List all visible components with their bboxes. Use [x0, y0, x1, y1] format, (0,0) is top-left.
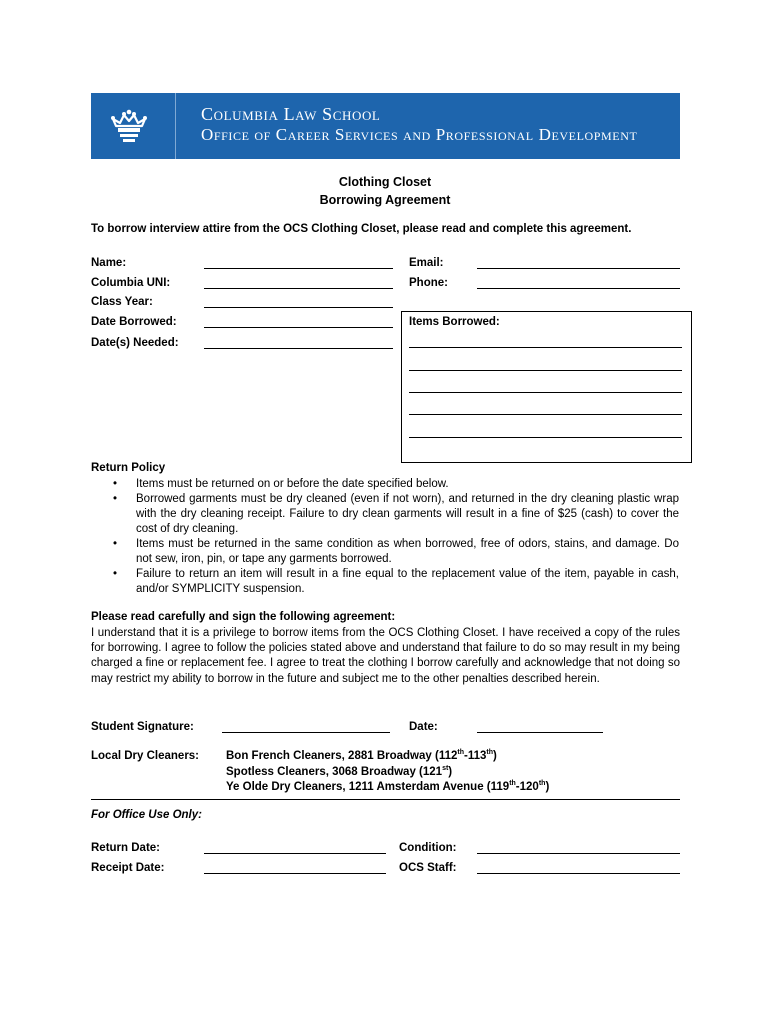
dates-needed-field[interactable]: [204, 348, 393, 349]
items-line-5[interactable]: [409, 437, 682, 438]
phone-field[interactable]: [477, 288, 680, 289]
signature-date-field[interactable]: [477, 732, 603, 733]
agreement-text: I understand that it is a privilege to borrow items from the OCS Clothing Closet. I have received a copy of the rules for borrowing. I agree to follow the policies stated above and understand that failure to do so may result in my being charged a fine or replacement fee. I agree to treat the clothing I borrow carefully and acknowledge that not doing so may restrict my ability to borrow in the future and subject me to the other penalties described herein.: [91, 627, 680, 685]
name-label: Name:: [91, 257, 127, 269]
items-borrowed-label: Items Borrowed:: [409, 316, 500, 328]
name-field[interactable]: [204, 268, 393, 269]
receipt-date-label: Receipt Date:: [91, 862, 165, 874]
return-policy-heading: Return Policy: [91, 462, 166, 474]
policy-item: • Borrowed garments must be dry cleaned (even if not worn), and returned in the dry cleaning plastic wrap with the dry cleaning receipt. Failure to dry clean garments will result in a fine of $25 (cash) to cover the cost of dry cleaning.: [113, 492, 679, 537]
school-name: Columbia Law School: [201, 104, 381, 124]
date-borrowed-label: Date Borrowed:: [91, 316, 177, 328]
policy-item: • Failure to return an item will result in a fine equal to the replacement value of the item, payable in cash, and/or SYMPLICITY suspension.: [113, 567, 679, 597]
condition-label: Condition:: [399, 842, 457, 854]
ocs-staff-field[interactable]: [477, 873, 680, 874]
intro-text: To borrow interview attire from the OCS Clothing Closet, please read and complete this agreement.: [91, 223, 632, 235]
class-year-label: Class Year:: [91, 296, 153, 308]
signature-date-label: Date:: [409, 721, 438, 733]
header-banner: [91, 93, 680, 159]
date-borrowed-field[interactable]: [204, 327, 393, 328]
cleaner-ye-olde: Ye Olde Dry Cleaners, 1211 Amsterdam Avenue (119th-120th): [226, 780, 550, 793]
dates-needed-label: Date(s) Needed:: [91, 337, 179, 349]
cleaner-spotless: Spotless Cleaners, 3068 Broadway (121st): [226, 765, 453, 778]
cleaners-label: Local Dry Cleaners:: [91, 750, 200, 762]
policy-item: • Items must be returned in the same condition as when borrowed, free of odors, stains, and damage. Do not sew, iron, pin, or tape any garments borrowed.: [113, 537, 679, 567]
office-name: Office of Career Services and Professional Development: [201, 125, 638, 144]
banner-divider: [175, 93, 176, 159]
items-line-2[interactable]: [409, 370, 682, 371]
uni-field[interactable]: [204, 288, 393, 289]
signature-field[interactable]: [222, 732, 390, 733]
items-line-3[interactable]: [409, 392, 682, 393]
form-title: Clothing Closet: [338, 175, 432, 189]
items-borrowed-box: [401, 311, 692, 463]
items-line-1[interactable]: [409, 347, 682, 348]
return-date-field[interactable]: [204, 853, 386, 854]
office-divider: [91, 799, 680, 800]
return-policy-list: [113, 477, 679, 597]
cleaner-bon-french: Bon French Cleaners, 2881 Broadway (112th-113th): [226, 749, 497, 762]
items-line-4[interactable]: [409, 414, 682, 415]
phone-label: Phone:: [409, 277, 448, 289]
return-date-label: Return Date:: [91, 842, 161, 854]
signature-label: Student Signature:: [91, 721, 194, 733]
office-use-heading: For Office Use Only:: [91, 809, 202, 821]
condition-field[interactable]: [477, 853, 680, 854]
receipt-date-field[interactable]: [204, 873, 386, 874]
form-subtitle: Borrowing Agreement: [319, 193, 451, 207]
policy-item: • Items must be returned on or before the date specified below.: [113, 477, 679, 492]
uni-label: Columbia UNI:: [91, 277, 171, 289]
email-label: Email:: [409, 257, 444, 269]
ocs-staff-label: OCS Staff:: [399, 862, 457, 874]
email-field[interactable]: [477, 268, 680, 269]
crown-logo-icon: [109, 107, 149, 147]
agreement-heading: Please read carefully and sign the following agreement:: [91, 611, 396, 623]
class-year-field[interactable]: [204, 307, 393, 308]
